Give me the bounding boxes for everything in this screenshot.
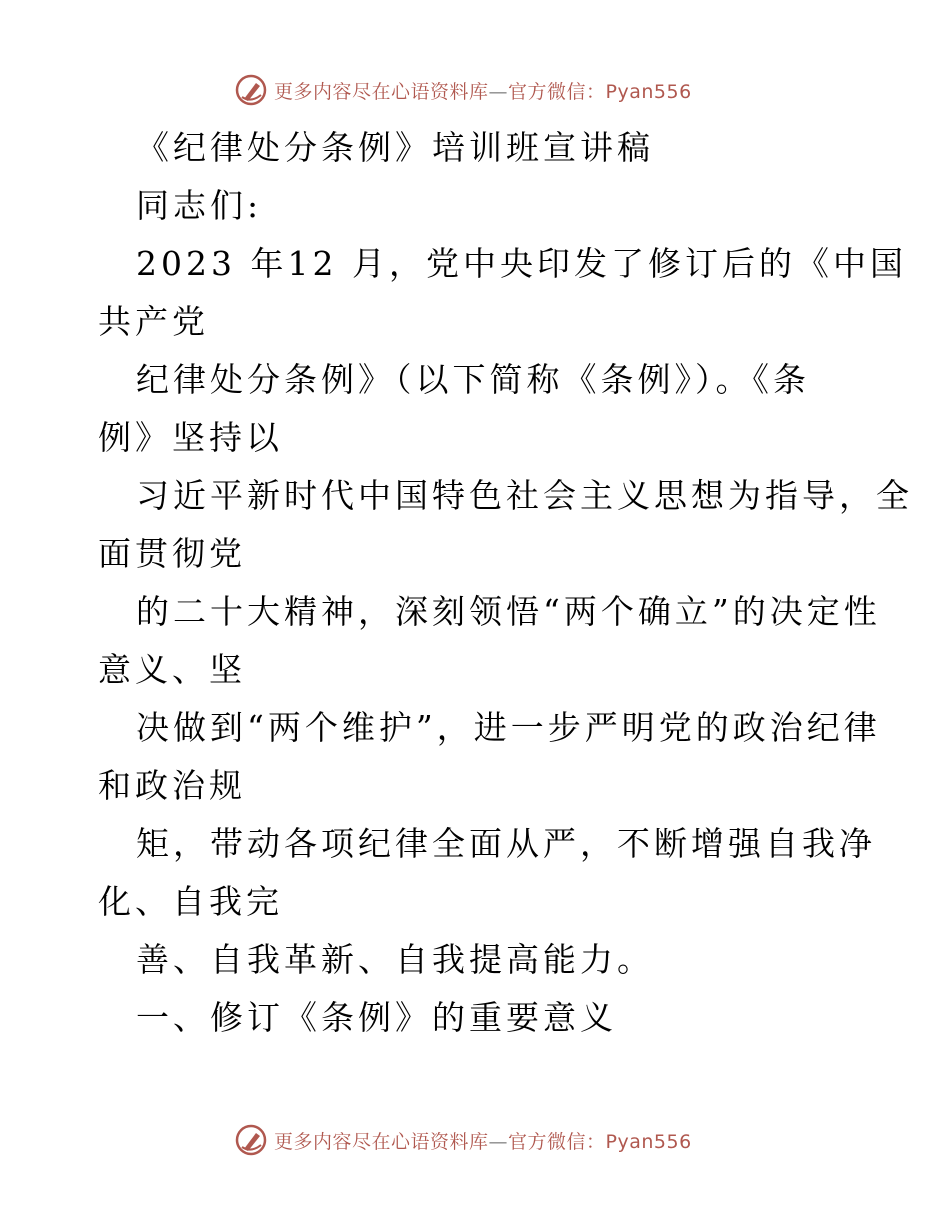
paragraph-line: 化、自我完 <box>98 882 283 921</box>
pen-logo-icon <box>234 73 268 107</box>
paragraph-line: 矩，带动各项纪律全面从严，不断增强自我净 <box>136 824 876 863</box>
paragraph-line: 例》坚持以 <box>98 418 283 457</box>
watermark-contact: 官方微信：Pyan556 <box>508 1130 692 1153</box>
paragraph-line: 决做到“两个维护”，进一步严明党的政治纪律 <box>136 708 881 747</box>
watermark-contact: 官方微信：Pyan556 <box>508 80 692 103</box>
watermark-slogan: 更多内容尽在心语资料库 <box>274 80 489 103</box>
watermark-footer <box>234 1122 692 1158</box>
paragraph-line: 面贯彻党 <box>98 534 246 573</box>
watermark-text <box>274 1127 692 1154</box>
paragraph-line: 共产党 <box>98 302 209 341</box>
watermark-separator: — <box>488 80 509 103</box>
watermark-text <box>274 77 692 104</box>
watermark-header <box>234 72 692 108</box>
paragraph-line: 的二十大精神，深刻领悟“两个确立”的决定性 <box>136 592 881 631</box>
paragraph-line: 纪律处分条例》（以下简称《条例》）。《条 <box>136 360 810 399</box>
section-heading: 一、修订《条例》的重要意义 <box>136 998 617 1037</box>
paragraph-line: 和政治规 <box>98 766 246 805</box>
watermark-separator: — <box>488 1130 509 1153</box>
paragraph-line: 2023 年12 月，党中央印发了修订后的《中国 <box>136 244 907 283</box>
paragraph-line: 习近平新时代中国特色社会主义思想为指导，全 <box>136 476 913 515</box>
paragraph-line: 意义、坚 <box>98 650 246 689</box>
watermark-slogan: 更多内容尽在心语资料库 <box>274 1130 489 1153</box>
document-title: 《纪律处分条例》培训班宣讲稿 <box>136 128 654 167</box>
salutation: 同志们: <box>136 186 263 225</box>
paragraph-line: 善、自我革新、自我提高能力。 <box>136 940 654 979</box>
pen-logo-icon <box>234 1123 268 1157</box>
